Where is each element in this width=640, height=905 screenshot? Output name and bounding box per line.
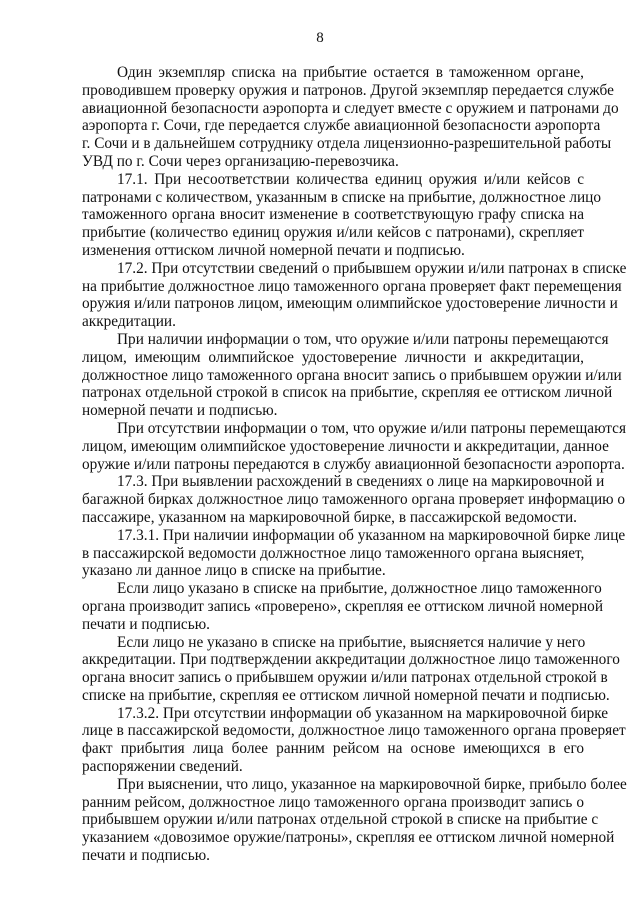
paragraph — [82, 775, 627, 865]
text-line: 17.2. При отсутствии сведений о прибывшем оружии и/или патронах в списке — [117, 259, 627, 277]
text-line: оружия и/или патронов лицом, имеющим олимпийское удостоверение личности и — [82, 295, 618, 313]
text-line: 17.3. При выявлении расхождений в сведениях о лице на маркировочной и — [117, 473, 605, 491]
text-line: аккредитации. — [82, 313, 176, 331]
text-line: багажной бирках должностное лицо таможенного органа проверяет информацию о — [82, 491, 626, 509]
paragraph — [82, 580, 604, 633]
page-number: 8 — [316, 30, 324, 46]
paragraph — [82, 419, 627, 473]
text-line: При выяснении, что лицо, указанное на маркировочной бирке, прибыло более — [117, 775, 627, 793]
text-line: Один экземпляр списка на прибытие остается в таможенном органе, — [117, 64, 584, 81]
text-line: 17.3.1. При наличии информации об указанном на маркировочной бирке лице — [117, 526, 626, 544]
text-line: номерной печати и подписью. — [82, 402, 278, 420]
paragraph — [82, 526, 626, 580]
text-line: При отсутствии информации о том, что оружие и/или патроны перемещаются — [117, 419, 627, 437]
text-line: распоряжении сведений. — [82, 758, 243, 776]
text-line: лице в пассажирской ведомости, должностное лицо таможенного органа проверяет — [82, 722, 626, 740]
text-line: указанием «довозимое оружие/патроны», скрепляя ее оттиском личной номерной — [82, 829, 615, 847]
text-line: печати и подписью. — [82, 615, 210, 633]
text-line: патронами с количеством, указанным в списке на прибытие, должностное лицо — [82, 188, 601, 206]
text-line: на прибытие должностное лицо таможенного органа проверяет факт перемещения — [82, 277, 622, 295]
text-line: авиационной безопасности аэропорта и следует вместе с оружием и патронами до — [82, 99, 619, 117]
text-line: патронах отдельной строкой в список на прибытие, скрепляя ее оттиском личной — [82, 384, 613, 402]
paragraph — [82, 633, 620, 705]
text-line: аэропорта г. Сочи, где передается службе авиационной безопасности аэропорта — [82, 117, 601, 135]
text-line: Если лицо указано в списке на прибытие, должностное лицо таможенного — [117, 580, 602, 598]
text-line: проводившем проверку оружия и патронов. Другой экземпляр передается службе — [82, 81, 614, 99]
paragraph — [82, 704, 626, 776]
text-line: ранним рейсом, должностное лицо таможенного органа производит запись о — [82, 793, 584, 811]
text-line: Если лицо не указано в списке на прибытие, выясняется наличие у него — [117, 633, 586, 651]
text-line: органа производит запись «проверено», скрепляя ее оттиском личной номерной — [82, 597, 604, 615]
text-line: прибытие (количество единиц оружия и/или кейсов с патронами), скрепляет — [82, 224, 584, 242]
text-line: списке на прибытие, скрепляя ее оттиском личной номерной печати и подписью. — [82, 686, 610, 704]
text-line: При наличии информации о том, что оружие и/или патроны перемещаются — [117, 330, 609, 348]
text-line: таможенного органа вносит изменение в соответствующую графу списка на — [82, 206, 584, 224]
text-line: печати и подписью. — [82, 847, 210, 865]
text-line: УВД по г. Сочи через организацию-перевозчика. — [82, 152, 399, 170]
paragraph — [82, 259, 627, 331]
paragraph — [82, 330, 622, 420]
text-line: 17.1. При несоответствии количества единиц оружия и/или кейсов с — [117, 170, 584, 188]
text-line: органа вносит запись о прибывшем оружии и/или патронах отдельной строкой в — [82, 669, 608, 687]
text-line: лицом, имеющим олимпийское удостоверение личности и аккредитации, — [82, 348, 584, 366]
paragraph — [82, 473, 626, 526]
text-line: факт прибытия лица более ранним рейсом на основе имеющихся в его — [82, 740, 584, 758]
paragraph — [82, 64, 619, 171]
paragraph — [82, 170, 601, 260]
text-line: лицом, имеющим олимпийское удостоверение личности и аккредитации, данное — [82, 437, 609, 455]
text-line: 17.3.2. При отсутствии информации об указанном на маркировочной бирке — [117, 704, 609, 722]
text-line: г. Сочи и в дальнейшем сотруднику отдела лицензионно-разрешительной работы — [82, 135, 612, 153]
text-line: должностное лицо таможенного органа вносит запись о прибывшем оружии и/или — [82, 366, 622, 384]
text-line: пассажире, указанном на маркировочной бирке, в пассажирской ведомости. — [82, 508, 577, 526]
text-line: в пассажирской ведомости должностное лицо таможенного органа выясняет, — [82, 544, 585, 562]
document-body — [82, 64, 627, 865]
text-line: прибывшем оружии и/или патронах отдельной строкой в списке на прибытие с — [82, 811, 599, 829]
text-line: указано ли данное лицо в списке на прибытие. — [82, 562, 386, 580]
text-line: изменения оттиском личной номерной печати и подписью. — [82, 241, 465, 259]
text-line: оружие и/или патроны передаются в службу авиационной безопасности аэропорта. — [82, 455, 625, 473]
text-line: аккредитации. При подтверждении аккредитации должностное лицо таможенного — [82, 651, 620, 669]
